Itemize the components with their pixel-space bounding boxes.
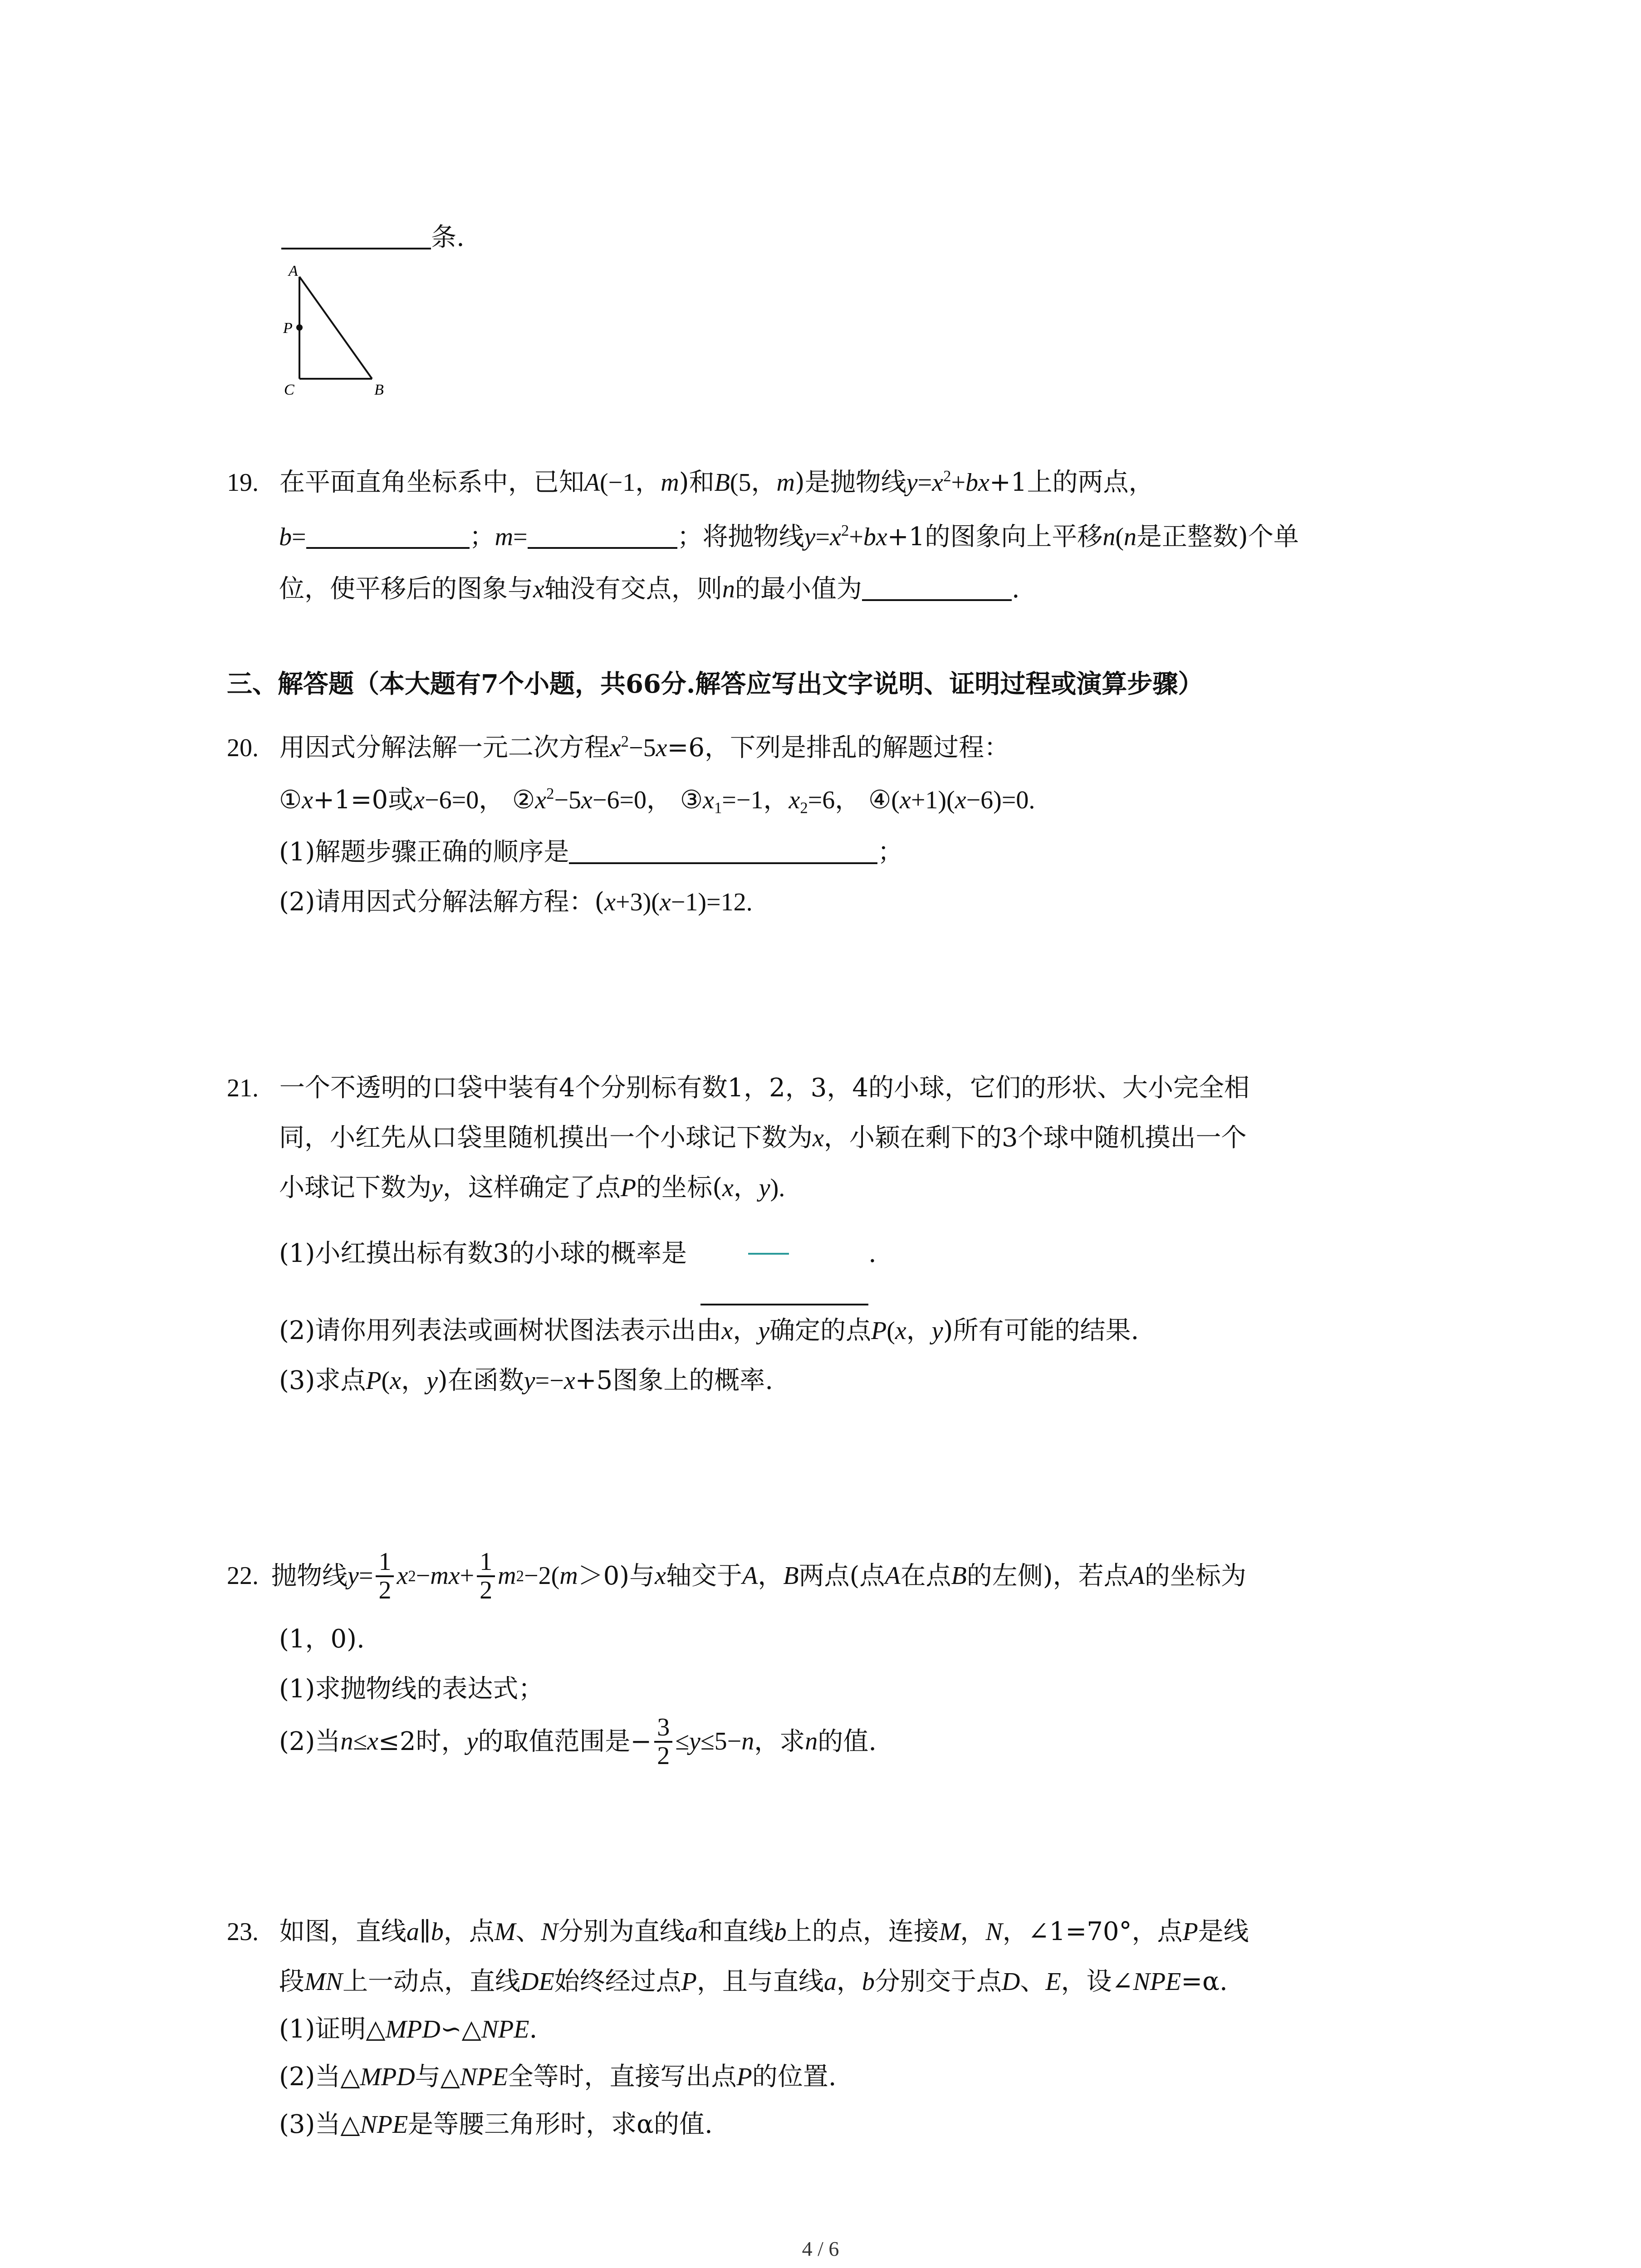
q22-line2: (1，0). [279, 1624, 365, 1654]
q18-answer-line: 条. [281, 222, 465, 253]
label-b: B [374, 381, 384, 398]
q20-line1: 20. 用因式分解法解一元二次方程$x^2-5x=6$，下列是排乱的解题过程： [227, 733, 1010, 763]
q20-steps: ①x+1=0或x−6=0， $②x^2-5x-6=0$， $③x_1=-1$，$x_2=6$， ④(x+1)(x−6)=0. [279, 785, 1035, 817]
q23-part3: (3)当△NPE是等腰三角形时，求α的值. [279, 2110, 713, 2139]
q20-number: 20. [227, 734, 259, 762]
q19-line2: b= ；m= ；将抛物线$y=x^2+bx+1$的图象向上平移n(n是正整数)个单 [279, 522, 1299, 552]
q19-b-blank[interactable] [306, 522, 470, 549]
q22-line1: 22. 抛物线 y = $\frac{1}{2}$ x 2 − m x + $\frac{1}{2}$ m 2 −2( m ＞0)与 x 轴交于 A ， B 两点(点 A 在点 B 的左侧)，若点 A 的坐标为 [227, 1548, 1246, 1604]
label-c: C [284, 381, 294, 398]
q19-m-blank[interactable] [528, 522, 677, 549]
q19-line1: 19. 在平面直角坐标系中，已知A(−1，m)和B(5，m)是抛物线$y=x^2+bx+1$上的两点， [227, 467, 1154, 497]
q23-line2: 段MN上一动点，直线DE始终经过点P，且与直线a，b分别交于点D、E，设∠NPE=α. [279, 1967, 1228, 1996]
label-p: P [283, 320, 293, 337]
answer-underline [700, 1304, 868, 1305]
q20-part1: (1)解题步骤正确的顺序是 ； [279, 837, 903, 867]
fraction-one-half: $\frac{1}{2}$ [376, 1549, 394, 1604]
fraction-bar [748, 1253, 789, 1255]
q23-part1: (1)证明△MPD∽△NPE. [279, 2014, 538, 2044]
q21-part3: (3)求点P(x，y)在函数y=−x+5图象上的概率. [279, 1366, 774, 1395]
q18-blank[interactable] [281, 222, 431, 249]
q20-part2: (2)请用因式分解法解方程：(x+3)(x−1)=12. [279, 887, 753, 917]
fraction-one-half-2: $\frac{1}{2}$ [477, 1549, 495, 1604]
q19-n-blank[interactable] [862, 574, 1012, 601]
q21-line3: 小球记下数为y，这样确定了点P的坐标(x，y). [279, 1173, 785, 1202]
q19-line3: 位，使平移后的图象与x轴没有交点，则n的最小值为 . [279, 574, 1020, 604]
q22-part2: (2)当 n ≤ x ≤2时， y 的取值范围是− $\frac{3}{2}$ ≤ y ≤5− n ，求 n 的值. [279, 1713, 877, 1770]
q20-order-blank[interactable] [569, 837, 877, 864]
q18-triangle-figure [277, 263, 404, 399]
label-a: A [289, 263, 298, 279]
q23-part2: (2)当△MPD与△NPE全等时，直接写出点P的位置. [279, 2062, 837, 2092]
q22-part1: (1)求抛物线的表达式； [279, 1674, 544, 1704]
page-number: 4 / 6 [802, 2237, 839, 2260]
q23-line1: 23. 如图，直线a∥b，点M、N分别为直线a和直线b上的点，连接M，N，∠1=70°，点P是线 [227, 1917, 1249, 1946]
fraction-three-halves: $\frac{3}{2}$ [654, 1714, 672, 1769]
q21-prob-answer-box[interactable] [687, 1240, 859, 1266]
q21-part1: (1)小红摸出标有数3的小球的概率是 . [279, 1238, 877, 1269]
q21-number: 21. [227, 1074, 259, 1102]
q21-line2: 同，小红先从口袋里随机摸出一个小球记下数为x，小颖在剩下的3个球中随机摸出一个 [279, 1123, 1247, 1153]
q19-number: 19. [227, 469, 259, 497]
q21-part2: (2)请你用列表法或画树状图法表示出由x，y确定的点P(x，y)所有可能的结果. [279, 1316, 1139, 1345]
q22-number: 22. [227, 1562, 259, 1590]
q23-number: 23. [227, 1918, 259, 1946]
q21-line1: 21. 一个不透明的口袋中装有4个分别标有数1，2，3，4的小球，它们的形状、大小完全相 [227, 1073, 1249, 1103]
section3-heading: 三、解答题（本大题有7个小题，共66分.解答应写出文字说明、证明过程或演算步骤） [227, 669, 1204, 699]
